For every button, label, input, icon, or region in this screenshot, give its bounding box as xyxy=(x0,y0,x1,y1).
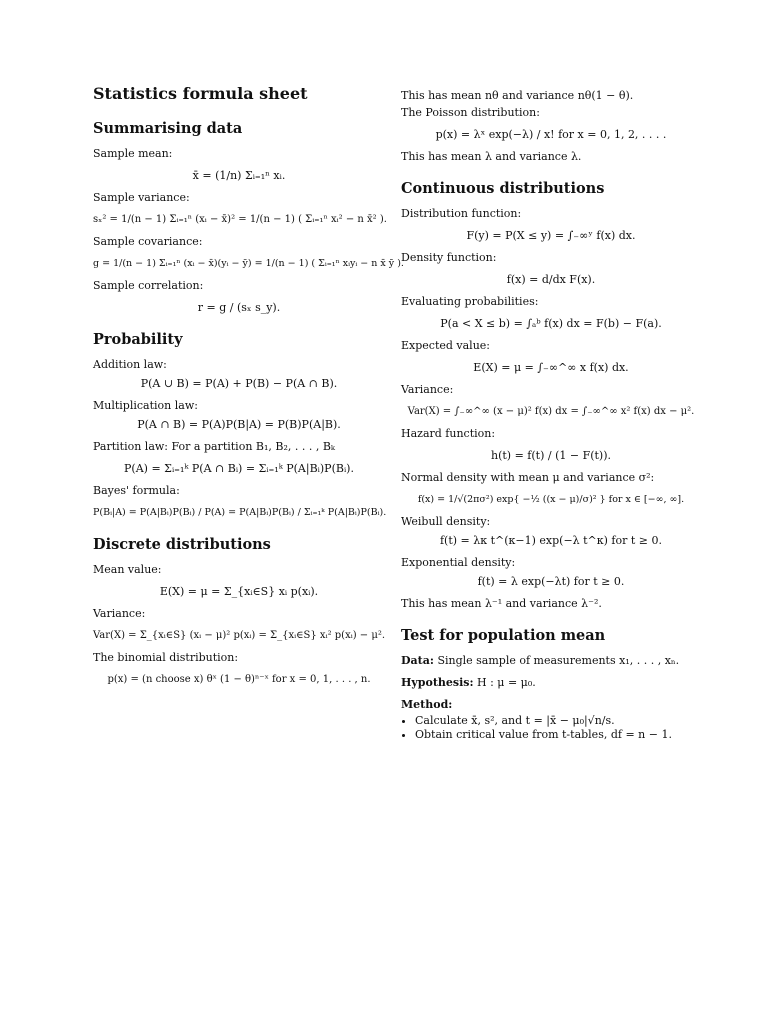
partition-law-label: Partition law: For a partition B₁, B₂, . . . , Bₖ xyxy=(93,440,335,453)
test-method-step-1: • Calculate x̄, s², and t = |x̄ − μ₀|√n/s. xyxy=(415,714,701,728)
expected-value-formula: E(X) = μ = ∫₋∞^∞ x f(x) dx. xyxy=(473,361,629,374)
test-method-step-2: • Obtain critical value from t-tables, df = n − 1. xyxy=(415,728,701,742)
sample-covariance-formula: g = 1/(n − 1) Σᵢ₌₁ⁿ (xᵢ − x̄)(yᵢ − ȳ) = 1/(n − 1) ( Σᵢ₌₁ⁿ xᵢyᵢ − n x̄ ȳ ). xyxy=(93,258,404,269)
expected-value-label: Expected value: xyxy=(401,339,491,352)
test-data-text: Single sample of measurements x₁, . . . , xₙ. xyxy=(437,654,680,667)
sample-variance-label: Sample variance: xyxy=(93,191,190,204)
continuous-variance-label: Variance: xyxy=(401,383,454,396)
discrete-distributions-section xyxy=(93,536,385,687)
density-function-label: Density function: xyxy=(401,251,497,264)
exponential-moments-text: This has mean λ⁻¹ and variance λ⁻². xyxy=(401,597,602,610)
hazard-function-formula: h(t) = f(t) / (1 − F(t)). xyxy=(491,449,611,462)
addition-law-formula: P(A ∪ B) = P(A) + P(B) − P(A ∩ B). xyxy=(140,377,338,390)
probability-section xyxy=(93,331,385,520)
weibull-density-formula: f(t) = λκ t^(κ−1) exp(−λ t^κ) for t ≥ 0. xyxy=(439,534,663,547)
binomial-moments-text: This has mean nθ and variance nθ(1 − θ). xyxy=(401,89,634,102)
test-hypothesis-key: Hypothesis: xyxy=(401,676,474,689)
test-data-key: Data: xyxy=(401,654,434,667)
right-column xyxy=(401,88,701,742)
test-hypothesis-text: H : μ = μ₀. xyxy=(477,676,536,689)
test-method-key: Method: xyxy=(401,698,453,711)
discrete-variance-formula: Var(X) = Σ_{xᵢ∈S} (xᵢ − μ)² p(xᵢ) = Σ_{xᵢ∈S} xᵢ² p(xᵢ) − μ². xyxy=(93,630,386,641)
weibull-density-label: Weibull density: xyxy=(401,515,491,528)
sample-mean-label: Sample mean: xyxy=(93,147,173,160)
discrete-mean-label: Mean value: xyxy=(93,563,162,576)
partition-law-formula: P(A) = Σᵢ₌₁ᵏ P(A ∩ Bᵢ) = Σᵢ₌₁ᵏ P(A|Bᵢ)P(Bᵢ). xyxy=(124,462,354,475)
sample-correlation-label: Sample correlation: xyxy=(93,279,204,292)
poisson-label: The Poisson distribution: xyxy=(401,106,540,119)
sample-mean-formula: x̄ = (1/n) Σᵢ₌₁ⁿ xᵢ. xyxy=(192,169,286,182)
evaluating-probabilities-formula: P(a < X ≤ b) = ∫ₐᵇ f(x) dx = F(b) − F(a). xyxy=(440,317,662,330)
sample-correlation-formula: r = g / (sₓ s_y). xyxy=(197,301,281,314)
poisson-moments-text: This has mean λ and variance λ. xyxy=(401,150,582,163)
discrete-mean-formula: E(X) = μ = Σ_{xᵢ∈S} xᵢ p(xᵢ). xyxy=(159,585,319,598)
discrete-distributions-heading: Discrete distributions xyxy=(93,536,271,553)
binomial-formula: p(x) = (n choose x) θˣ (1 − θ)ⁿ⁻ˣ for x = 0, 1, . . . , n. xyxy=(107,674,371,685)
page-title: Statistics formula sheet xyxy=(93,84,308,103)
normal-density-label: Normal density with mean μ and variance σ²: xyxy=(401,471,655,484)
test-data-line xyxy=(401,653,701,668)
test-population-mean-heading: Test for population mean xyxy=(401,627,606,644)
bayes-formula-label: Bayes' formula: xyxy=(93,484,180,497)
exponential-density-label: Exponential density: xyxy=(401,556,516,569)
binomial-label: The binomial distribution: xyxy=(93,651,239,664)
exponential-density-formula: f(t) = λ exp(−λt) for t ≥ 0. xyxy=(477,575,625,588)
sample-covariance-label: Sample covariance: xyxy=(93,235,203,248)
distribution-function-label: Distribution function: xyxy=(401,207,522,220)
test-method-list xyxy=(401,714,701,742)
evaluating-probabilities-label: Evaluating probabilities: xyxy=(401,295,539,308)
test-hypothesis-line xyxy=(401,675,701,690)
poisson-formula: p(x) = λˣ exp(−λ) / x! for x = 0, 1, 2, . . . . xyxy=(435,128,667,141)
density-function-formula: f(x) = d/dx F(x). xyxy=(506,273,596,286)
summarising-data-section xyxy=(93,120,404,315)
test-method-line xyxy=(401,697,701,712)
left-column xyxy=(93,84,404,694)
continuous-distributions-heading: Continuous distributions xyxy=(401,180,605,197)
distribution-function-formula: F(y) = P(X ≤ y) = ∫₋∞ʸ f(x) dx. xyxy=(466,229,636,242)
sample-variance-formula: sₓ² = 1/(n − 1) Σᵢ₌₁ⁿ (xᵢ − x̄)² = 1/(n − 1) ( Σᵢ₌₁ⁿ xᵢ² − n x̄² ). xyxy=(93,214,387,225)
test-population-mean-section xyxy=(401,627,701,742)
continuous-distributions-section xyxy=(401,180,701,611)
probability-heading: Probability xyxy=(93,331,183,348)
addition-law-label: Addition law: xyxy=(93,358,167,371)
discrete-variance-label: Variance: xyxy=(93,607,146,620)
multiplication-law-formula: P(A ∩ B) = P(A)P(B|A) = P(B)P(A|B). xyxy=(137,418,341,431)
continuous-variance-formula: Var(X) = ∫₋∞^∞ (x − μ)² f(x) dx = ∫₋∞^∞ x² f(x) dx − μ². xyxy=(407,406,695,417)
summarising-data-heading: Summarising data xyxy=(93,120,243,137)
normal-density-formula: f(x) = 1/√(2πσ²) exp{ −½ ((x − μ)/σ)² } for x ∈ [−∞, ∞]. xyxy=(417,494,685,505)
hazard-function-label: Hazard function: xyxy=(401,427,496,440)
multiplication-law-label: Multiplication law: xyxy=(93,399,198,412)
bayes-formula: P(Bᵢ|A) = P(A|Bᵢ)P(Bᵢ) / P(A) = P(A|Bᵢ)P(Bᵢ) / Σᵢ₌₁ᵏ P(A|Bᵢ)P(Bᵢ). xyxy=(93,507,387,518)
